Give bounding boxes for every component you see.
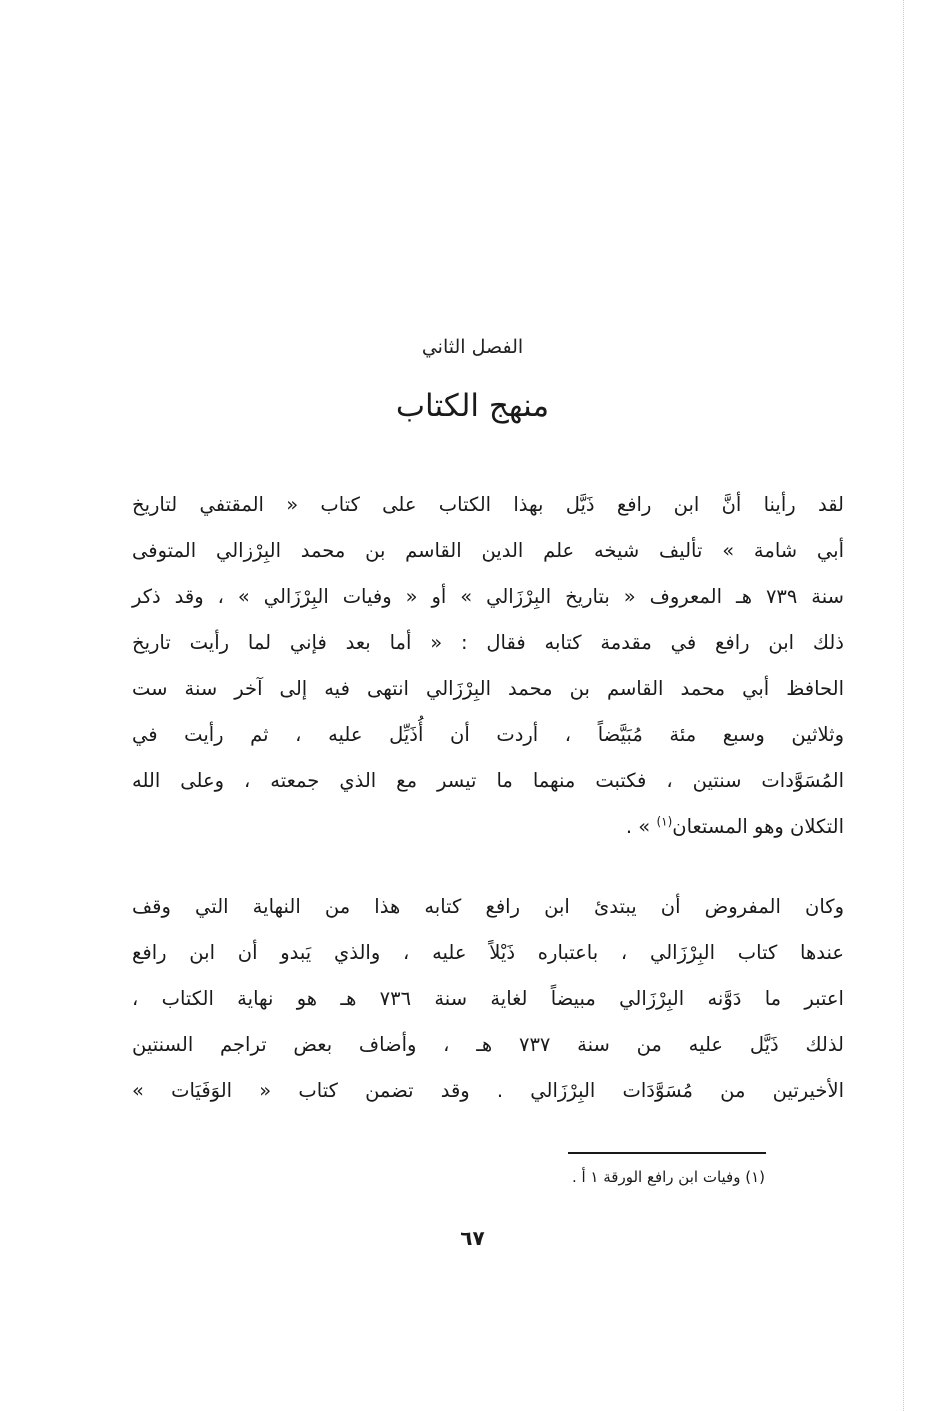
paragraph-line: أبي شامة » تأليف شيخه علم الدين القاسم بن محمد البِرْزالي المتوفى: [132, 539, 844, 562]
paragraph-line: وكان المفروض أن يبتدئ ابن رافع كتابه هذا من النهاية التي وقف: [132, 895, 844, 918]
paragraph-line: المُسَوَّدات سنتين ، فكتبت منهما ما تيسر مع الذي جمعته ، وعلى الله: [132, 769, 844, 792]
paragraph-line: لذلك ذَيَّل عليه من سنة ٧٣٧ هـ ، وأضاف بعض تراجم السنتين: [132, 1033, 845, 1056]
paragraph-line: الحافظ أبي محمد القاسم بن محمد البِرْزَالي انتهى فيه إلى آخر سنة ست: [132, 677, 844, 700]
page-number: ٦٧: [460, 1226, 485, 1250]
paragraph-line: عندها كتاب البِرْزَالي ، باعتباره ذَيْلاً عليه ، والذي يَبدو أن ابن رافع: [132, 941, 844, 964]
quote-closing: » .: [625, 815, 651, 838]
footnote-marker: (١): [656, 814, 673, 829]
paragraph-line: وثلاثين وسبع مئة مُبَيَّضاً ، أردت أن أُذَيِّل عليه ، ثم رأيت في: [132, 723, 844, 746]
page-edge-divider: [903, 0, 904, 1411]
paragraph-last-line: [132, 804, 844, 850]
paragraph-line: ذلك ابن رافع في مقدمة كتابه فقال : « أما بعد فإني لما رأيت تاريخ: [132, 631, 844, 654]
paragraph-line: الأخيرتين من مُسَوَّدَات البِرْزَالي . وقد تضمن كتاب « الوَفَيَات »: [132, 1079, 844, 1102]
paragraph-line: اعتبر ما دَوَّنه البِرْزَالي مبيضاً لغاية سنة ٧٣٦ هـ هو نهاية الكتاب ،: [132, 987, 844, 1010]
paragraph-2: [132, 884, 844, 1114]
footnote-divider: [568, 1152, 766, 1154]
paragraph-line-text: التكلان وهو المستعان: [672, 815, 844, 838]
paragraph-line: لقد رأينا أنَّ ابن رافع ذَيَّل بهذا الكتاب على كتاب « المقتفي لتاريخ: [132, 493, 844, 516]
chapter-title: منهج الكتاب: [395, 388, 550, 424]
footnote: (١) وفيات ابن رافع الورقة ١ أ .: [571, 1168, 765, 1186]
paragraph-line: سنة ٧٣٩ هـ المعروف « بتاريخ البِرْزَالي » أو « وفيات البِرْزَالي » ، وقد ذكر: [132, 585, 844, 608]
paragraph-1: [132, 482, 844, 850]
chapter-label: الفصل الثاني: [421, 336, 524, 358]
